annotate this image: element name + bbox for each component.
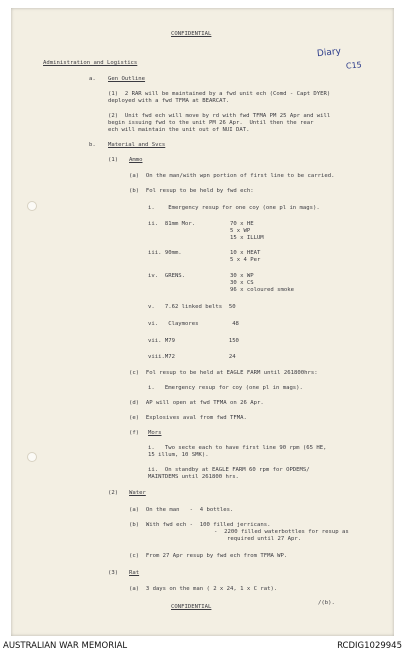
text-line: 15 illum, 10 SMK). xyxy=(148,452,209,458)
section-title: Administration and Logistics xyxy=(43,60,138,66)
classification-footer: CONFIDENTIAL xyxy=(171,604,212,610)
item-value: 10 x HEAT xyxy=(230,250,261,256)
text-line: (b) Fol resup to be held by fwd ech: xyxy=(129,188,254,194)
sub-heading: Mors xyxy=(148,430,162,436)
sub-heading: Water xyxy=(129,490,146,496)
archive-footer xyxy=(0,638,405,654)
text-line: MAINTDEMS until 261800 hrs. xyxy=(148,474,239,480)
text-line: (c) From 27 Apr resup by fwd ech from TFMA WP. xyxy=(129,553,288,559)
handwritten-note: C15 xyxy=(345,60,363,71)
sub-heading: Ammo xyxy=(129,157,143,163)
item-value: 15 x ILLUM xyxy=(230,235,264,241)
text-line: viii.M72 24 xyxy=(148,354,236,360)
text-line: (a) 3 days on the man ( 2 x 24, 1 x C rat). xyxy=(129,586,278,592)
punch-hole xyxy=(27,201,37,211)
para-letter: b. xyxy=(89,142,96,148)
text-line: ii. On standby at EAGLE FARM 60 rpm for OPDEMS/ xyxy=(148,467,310,473)
para-heading: Gen Outline xyxy=(108,76,146,82)
document-page xyxy=(11,8,394,636)
item-value: 70 x HE xyxy=(230,221,254,227)
text-line: (d) AP will open at fwd TFMA on 26 Apr. xyxy=(129,400,264,406)
para-letter: a. xyxy=(89,76,96,82)
text-line: (a) On the man - 4 bottles. xyxy=(129,507,234,513)
item-value: 5 x WP xyxy=(230,228,251,234)
text-line: (b) With fwd ech - 100 filled jerricans. xyxy=(129,522,271,528)
para-heading: Material and Svcs xyxy=(108,142,166,148)
text-line: v. 7.62 linked belts 50 xyxy=(148,304,236,310)
text-line: (1) 2 RAR will be maintained by a fwd unit ech (Comd - Capt DYER) xyxy=(108,91,331,97)
text-line: (a) On the man/with wpn portion of first line to be carried. xyxy=(129,173,335,179)
item-value: 96 x coloured smoke xyxy=(230,287,294,293)
item-value: 30 x WP xyxy=(230,273,254,279)
handwritten-note: Diary xyxy=(316,46,342,60)
archive-id: RCDIG1029945 xyxy=(337,641,402,651)
classification-header: CONFIDENTIAL xyxy=(171,31,212,37)
item-label: iv. GRENS. xyxy=(148,273,186,279)
text-line: vi. Claymores 48 xyxy=(148,321,239,327)
text-line: ech will maintain the unit out of NUI DAT. xyxy=(108,127,250,133)
sub-num: (3) xyxy=(108,570,119,576)
text-line: begin issuing fwd to the unit PM 26 Apr. Until then the rear xyxy=(108,120,314,126)
text-line: (e) Explosives aval from fwd TFMA. xyxy=(129,415,247,421)
punch-hole xyxy=(27,452,37,462)
text-line: deployed with a fwd TFMA at BEARCAT. xyxy=(108,98,230,104)
text-line: (f) xyxy=(129,430,140,436)
text-line: i. Two secte each to have first line 90 rpm (65 HE, xyxy=(148,445,327,451)
text-line: - 2200 filled waterbottles for resup as xyxy=(214,529,349,535)
item-value: 30 x CS xyxy=(230,280,254,286)
sub-num: (1) xyxy=(108,157,119,163)
item-value: 5 x 4 Per xyxy=(230,257,261,263)
page-reference: /(b). xyxy=(318,600,335,606)
text-line: vii. M79 150 xyxy=(148,338,239,344)
archive-name: AUSTRALIAN WAR MEMORIAL xyxy=(3,641,128,651)
sub-heading: Rat xyxy=(129,570,140,576)
item-label: iii. 90mm. xyxy=(148,250,182,256)
text-line: i. Emergency resup for one coy (one pl in mags). xyxy=(148,205,320,211)
item-label: ii. 81mm Mor. xyxy=(148,221,196,227)
text-line: required until 27 Apr. xyxy=(227,536,302,542)
sub-num: (2) xyxy=(108,490,119,496)
text-line: (2) Unit fwd ech will move by rd with fwd TFMA PM 25 Apr and will xyxy=(108,113,331,119)
text-line: (c) Fol resup to be held at EAGLE FARM until 261800hrs: xyxy=(129,370,318,376)
text-line: i. Emergency resup for coy (one pl in mags). xyxy=(148,385,303,391)
